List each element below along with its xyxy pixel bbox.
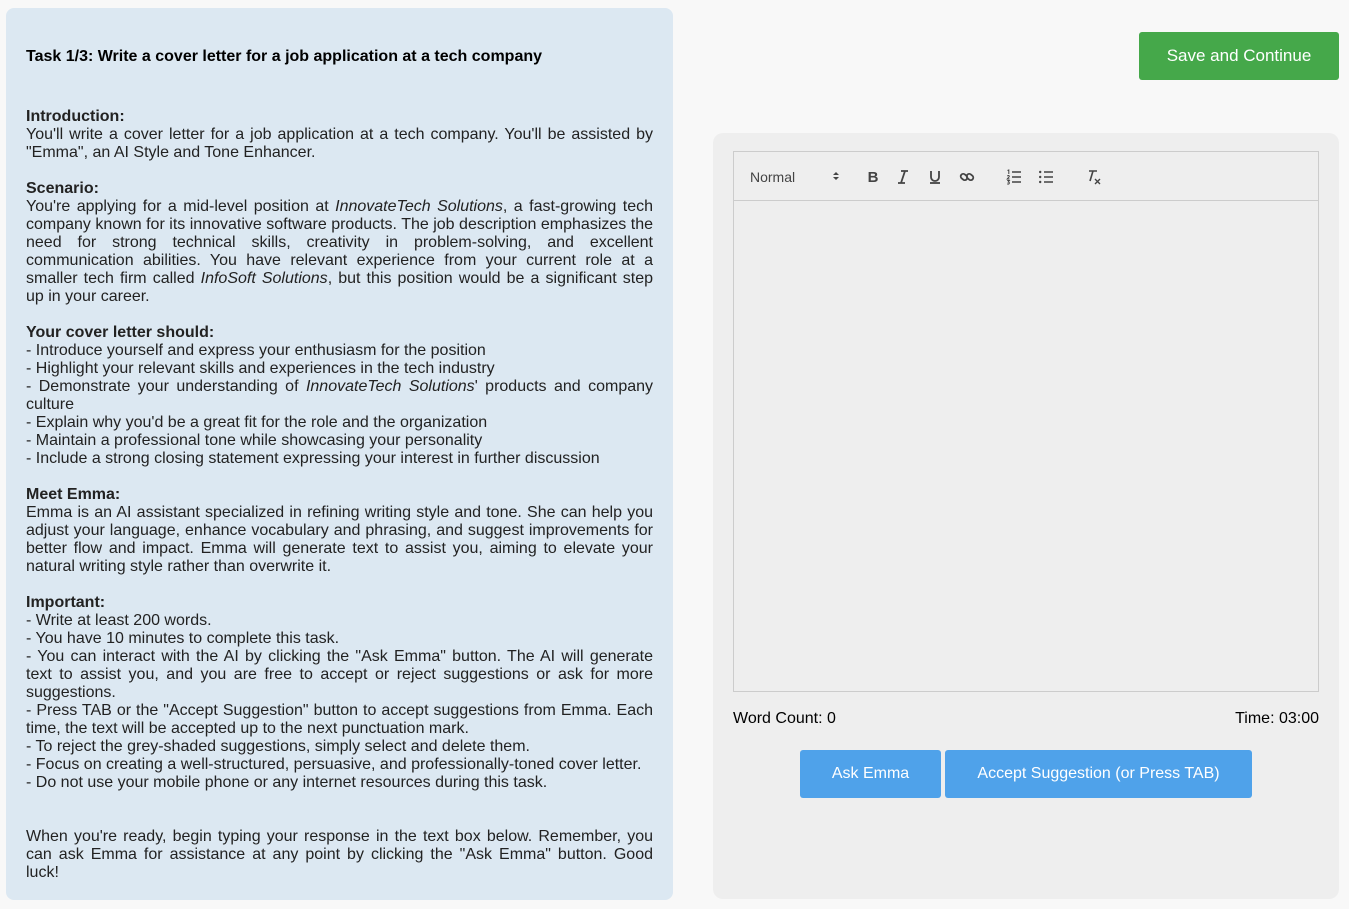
- closing-text: When you're ready, begin typing your response in the text box below. Remember, you can ask Emma for assistance at any point by clicking the "Ask Emma" button. Good luck!: [26, 828, 653, 881]
- emma-text: Emma is an AI assistant specialized in refining writing style and tone. She can help you adjust your language, enhance vocabulary and phrasing, and suggest improvements for better flow and impact. Emma will generate text to assist you, aiming to elevate your natural writing style rather than overwrite it.: [26, 504, 653, 575]
- format-select[interactable]: [750, 166, 840, 188]
- cover-letter-item: [26, 378, 653, 414]
- scenario-company: InnovateTech Solutions: [335, 198, 503, 215]
- editor-toolbar: [734, 152, 1318, 201]
- cover-letter-item: - Include a strong closing statement expressing your interest in further discussion: [26, 450, 600, 467]
- cover-letter-item: - Highlight your relevant skills and experiences in the tech industry: [26, 360, 495, 377]
- scenario-text-3: , but this position would be a significant step up in your career.: [26, 270, 654, 305]
- underline-icon[interactable]: [924, 166, 946, 188]
- cover-letter-section: [26, 324, 653, 468]
- clear-format-icon[interactable]: [1083, 166, 1105, 188]
- accept-suggestion-button[interactable]: Accept Suggestion (or Press TAB): [945, 750, 1252, 798]
- bold-icon[interactable]: [862, 166, 884, 188]
- word-count: Word Count: 0: [733, 710, 836, 727]
- rich-text-editor: [733, 151, 1319, 692]
- link-icon[interactable]: [956, 166, 978, 188]
- important-heading: Important:: [26, 594, 106, 611]
- cover-letter-item: - Explain why you'd be a great fit for the role and the organization: [26, 414, 488, 431]
- emma-heading: Meet Emma:: [26, 486, 121, 503]
- important-item: - Press TAB or the "Accept Suggestion" button to accept suggestions from Emma. Each time, the text will be accepted up to the next punctuation mark.: [26, 702, 653, 737]
- closing-section: [26, 828, 653, 882]
- cover-letter-item-3-company: InnovateTech Solutions: [305, 378, 475, 395]
- cover-letter-item-3b: ' products and company culture: [26, 378, 654, 413]
- important-item: - Focus on creating a well-structured, persuasive, and professionally-toned cover letter.: [26, 756, 642, 773]
- bold-glyph: B: [867, 168, 879, 186]
- task-panel: [6, 8, 673, 900]
- format-select-value: Normal: [750, 169, 796, 185]
- scenario-text-1: You're applying for a mid-level position at: [26, 198, 336, 215]
- cover-letter-item-3a: - Demonstrate your understanding of: [26, 378, 306, 395]
- scenario-text: [26, 198, 653, 306]
- scenario-current-company: InfoSoft Solutions: [200, 270, 328, 287]
- bullet-list-icon[interactable]: [1035, 166, 1057, 188]
- cover-letter-heading: Your cover letter should:: [26, 324, 215, 341]
- important-item: - To reject the grey-shaded suggestions, simply select and delete them.: [26, 738, 530, 755]
- editor-panel: [713, 133, 1339, 899]
- cover-letter-item: - Maintain a professional tone while showcasing your personality: [26, 432, 483, 449]
- ordered-list-icon[interactable]: [1003, 166, 1025, 188]
- introduction-text: You'll write a cover letter for a job application at a tech company. You'll be assisted by "Emma", an AI Style and Tone Enhancer.: [26, 126, 653, 161]
- important-item: - You can interact with the AI by clicking the "Ask Emma" button. The AI will generate text to assist you, and you are free to accept or reject suggestions or ask for more suggestions.: [26, 648, 653, 701]
- important-item: - You have 10 minutes to complete this task.: [26, 630, 340, 647]
- scenario-text-2: , a fast-growing tech company known for its innovative software products. The job description emphasizes the need for strong technical skills, creativity in problem-solving, and excellent communication abilities. You have relevant experience from your current role at a smaller tech firm called: [26, 198, 654, 287]
- editor-text-area[interactable]: [734, 201, 1318, 691]
- introduction-heading: Introduction:: [26, 108, 125, 125]
- important-section: [26, 594, 653, 792]
- chevron-updown-icon: [832, 170, 840, 185]
- important-item: - Do not use your mobile phone or any internet resources during this task.: [26, 774, 548, 791]
- emma-section: [26, 486, 653, 576]
- cover-letter-item: - Introduce yourself and express your enthusiasm for the position: [26, 342, 486, 359]
- important-item: - Write at least 200 words.: [26, 612, 212, 629]
- timer: Time: 03:00: [1235, 710, 1319, 727]
- save-and-continue-button[interactable]: Save and Continue: [1139, 32, 1339, 80]
- italic-icon[interactable]: [892, 166, 914, 188]
- scenario-section: [26, 180, 653, 306]
- introduction-section: [26, 108, 653, 162]
- scenario-heading: Scenario:: [26, 180, 99, 197]
- task-title: Task 1/3: Write a cover letter for a job application at a tech company: [26, 48, 543, 65]
- ask-emma-button[interactable]: Ask Emma: [800, 750, 941, 798]
